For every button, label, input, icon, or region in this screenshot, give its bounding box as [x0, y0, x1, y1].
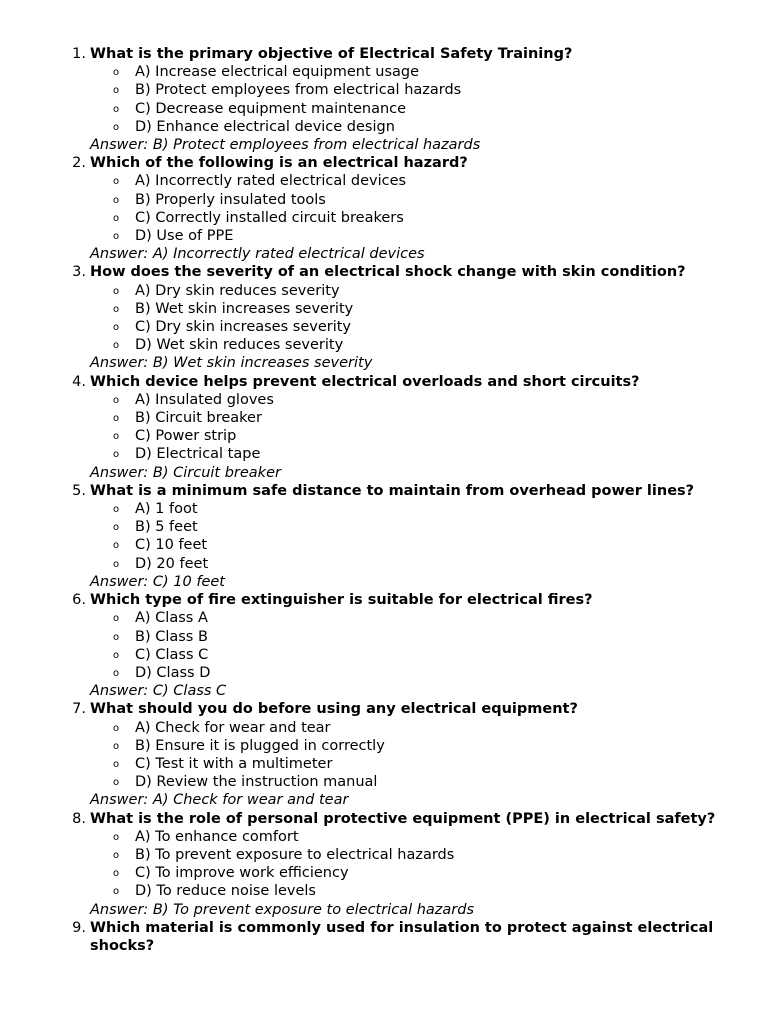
bullet-icon: o [113, 194, 120, 206]
option-text: A) Incorrectly rated electrical devices [135, 173, 407, 190]
option-text: C) Decrease equipment maintenance [135, 100, 407, 117]
question-item [0, 810, 768, 919]
bullet-icon: o [113, 522, 120, 534]
option-item [0, 172, 768, 190]
question-item [0, 263, 768, 372]
option-item [0, 391, 768, 409]
answer-text: Answer: B) Circuit breaker [90, 464, 281, 481]
bullet-icon: o [113, 777, 120, 789]
bullet-icon: o [113, 722, 120, 734]
bullet-icon: o [113, 103, 120, 115]
answer-text: Answer: B) Protect employees from electrical hazards [90, 137, 481, 154]
option-list [0, 391, 768, 464]
bullet-icon: o [113, 849, 120, 861]
option-item [0, 555, 768, 573]
question-text: Which type of fire extinguisher is suitable for electrical fires? [90, 592, 593, 609]
option-text: B) 5 feet [135, 519, 198, 536]
option-item [0, 628, 768, 646]
option-item [0, 427, 768, 445]
question-number: 8. [72, 810, 86, 827]
option-list [0, 282, 768, 355]
question-list [0, 45, 768, 955]
bullet-icon: o [113, 831, 120, 843]
option-text: B) Wet skin increases severity [135, 300, 354, 317]
option-item [0, 191, 768, 209]
option-item [0, 755, 768, 773]
option-text: D) Enhance electrical device design [135, 118, 395, 135]
option-item [0, 536, 768, 554]
option-text: C) Class C [135, 646, 209, 663]
bullet-icon: o [113, 340, 120, 352]
option-text: D) Electrical tape [135, 446, 261, 463]
option-item [0, 864, 768, 882]
option-item [0, 318, 768, 336]
option-item [0, 445, 768, 463]
option-text: C) Correctly installed circuit breakers [135, 209, 404, 226]
option-text: D) 20 feet [135, 555, 209, 572]
question-item [0, 373, 768, 482]
option-item [0, 773, 768, 791]
bullet-icon: o [113, 740, 120, 752]
question-text: Which of the following is an electrical hazard? [90, 155, 468, 172]
option-item [0, 609, 768, 627]
question-number: 4. [72, 373, 86, 390]
option-text: B) Class B [135, 628, 208, 645]
bullet-icon: o [113, 303, 120, 315]
option-item [0, 209, 768, 227]
answer-text: Answer: B) Wet skin increases severity [90, 355, 373, 372]
option-item [0, 300, 768, 318]
answer-text: Answer: B) To prevent exposure to electrical hazards [90, 901, 475, 918]
bullet-icon: o [113, 758, 120, 770]
answer-text: Answer: A) Incorrectly rated electrical devices [90, 246, 425, 263]
bullet-icon: o [113, 85, 120, 97]
question-number: 7. [72, 701, 86, 718]
option-text: D) To reduce noise levels [135, 883, 316, 900]
bullet-icon: o [113, 285, 120, 297]
question-number: 9. [72, 919, 86, 936]
question-number: 3. [72, 264, 86, 281]
question-text: What is the primary objective of Electrical Safety Training? [90, 46, 573, 62]
option-text: D) Review the instruction manual [135, 774, 378, 791]
option-list [0, 828, 768, 901]
option-text: D) Use of PPE [135, 228, 234, 245]
option-list [0, 172, 768, 245]
option-item [0, 409, 768, 427]
option-text: C) Power strip [135, 428, 237, 445]
option-text: B) To prevent exposure to electrical hazards [135, 846, 455, 863]
option-text: A) Insulated gloves [135, 391, 274, 408]
question-item [0, 154, 768, 263]
bullet-icon: o [113, 504, 120, 516]
option-item [0, 518, 768, 536]
question-number: 2. [72, 155, 86, 172]
question-text: Which material is commonly used for insulation to protect against electrical shocks? [90, 919, 714, 954]
question-number: 1. [72, 46, 86, 62]
option-item [0, 846, 768, 864]
answer-text: Answer: C) 10 feet [90, 573, 225, 590]
option-text: A) 1 foot [135, 501, 198, 518]
option-text: B) Protect employees from electrical hazards [135, 82, 462, 99]
question-text: Which device helps prevent electrical overloads and short circuits? [90, 373, 640, 390]
question-item [0, 45, 768, 154]
bullet-icon: o [113, 613, 120, 625]
bullet-icon: o [113, 67, 120, 79]
bullet-icon: o [113, 231, 120, 243]
option-item [0, 664, 768, 682]
bullet-icon: o [113, 176, 120, 188]
question-text: What should you do before using any electrical equipment? [90, 701, 578, 718]
option-text: B) Circuit breaker [135, 410, 262, 427]
option-item [0, 737, 768, 755]
option-item [0, 882, 768, 900]
option-item [0, 719, 768, 737]
bullet-icon: o [113, 449, 120, 461]
bullet-icon: o [113, 667, 120, 679]
option-item [0, 646, 768, 664]
option-list [0, 609, 768, 682]
bullet-icon: o [113, 886, 120, 898]
bullet-icon: o [113, 121, 120, 133]
option-text: C) Test it with a multimeter [135, 755, 333, 772]
question-text: What is a minimum safe distance to maintain from overhead power lines? [90, 482, 695, 499]
option-text: D) Wet skin reduces severity [135, 337, 344, 354]
option-list [0, 719, 768, 792]
option-text: A) To enhance comfort [135, 828, 299, 845]
option-text: A) Class A [135, 610, 208, 627]
bullet-icon: o [113, 631, 120, 643]
option-list [0, 63, 768, 136]
option-list [0, 500, 768, 573]
option-item [0, 282, 768, 300]
option-text: C) To improve work efficiency [135, 865, 349, 882]
option-item [0, 63, 768, 81]
bullet-icon: o [113, 558, 120, 570]
option-item [0, 81, 768, 99]
question-item [0, 482, 768, 591]
option-text: A) Check for wear and tear [135, 719, 331, 736]
bullet-icon: o [113, 431, 120, 443]
bullet-icon: o [113, 868, 120, 880]
bullet-icon: o [113, 413, 120, 425]
option-item [0, 828, 768, 846]
question-text: How does the severity of an electrical shock change with skin condition? [90, 264, 686, 281]
option-item [0, 336, 768, 354]
option-text: A) Dry skin reduces severity [135, 282, 340, 299]
question-text: What is the role of personal protective equipment (PPE) in electrical safety? [90, 810, 716, 827]
answer-text: Answer: A) Check for wear and tear [90, 792, 349, 809]
bullet-icon: o [113, 649, 120, 661]
option-item [0, 118, 768, 136]
option-item [0, 500, 768, 518]
answer-text: Answer: C) Class C [90, 683, 227, 700]
bullet-icon: o [113, 540, 120, 552]
question-item [0, 591, 768, 700]
question-item [0, 700, 768, 809]
option-item [0, 100, 768, 118]
option-text: B) Ensure it is plugged in correctly [135, 737, 385, 754]
option-text: C) 10 feet [135, 537, 208, 554]
bullet-icon: o [113, 212, 120, 224]
option-text: B) Properly insulated tools [135, 191, 326, 208]
question-number: 6. [72, 592, 86, 609]
bullet-icon: o [113, 322, 120, 334]
question-number: 5. [72, 482, 86, 499]
option-text: A) Increase electrical equipment usage [135, 64, 420, 81]
question-item [0, 919, 768, 955]
option-text: D) Class D [135, 664, 211, 681]
option-text: C) Dry skin increases severity [135, 319, 351, 336]
option-item [0, 227, 768, 245]
bullet-icon: o [113, 394, 120, 406]
